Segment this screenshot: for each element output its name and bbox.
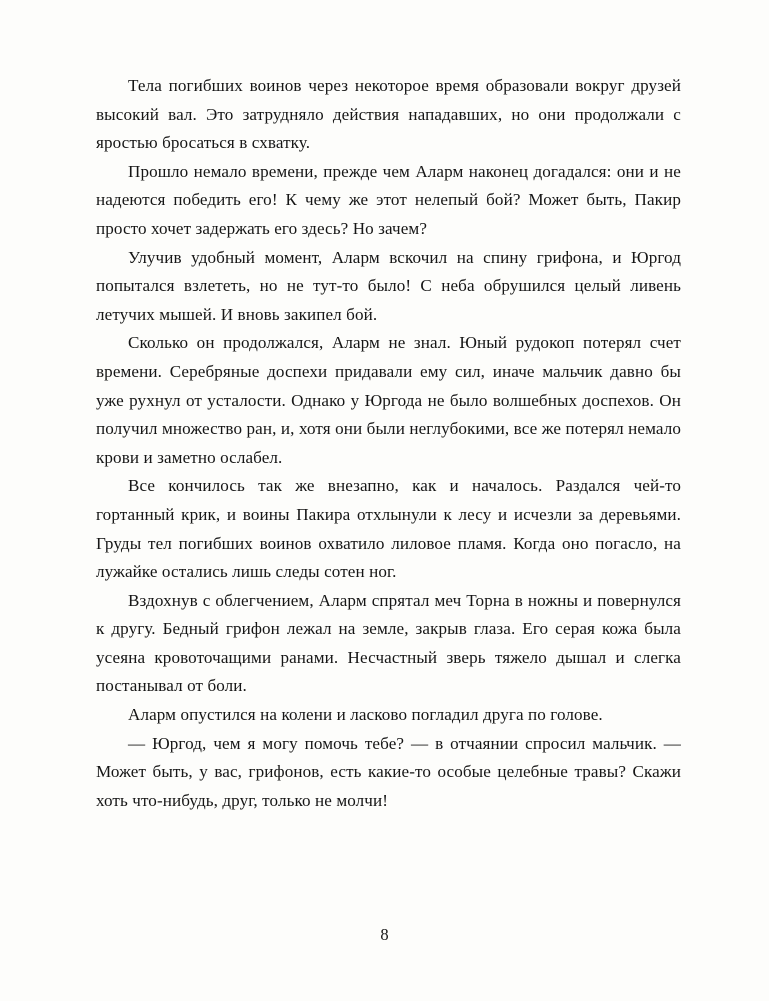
page-number: 8 bbox=[380, 925, 389, 944]
paragraph: Улучив удобный момент, Аларм вскочил на спину грифона, и Юргод попытался взлететь, но не тут-то было! С неба обрушился целый ливень летучих мышей. И вновь закипел бой. bbox=[96, 247, 681, 324]
paragraph: — Юргод, чем я могу помочь тебе? — в отчаянии спросил мальчик. — Может быть, у вас, грифонов, есть какие-то особые целебные травы? Скажи хоть что-нибудь, друг, только не молчи! bbox=[96, 733, 681, 810]
paragraph: Сколько он продолжался, Аларм не знал. Юный рудокоп потерял счет времени. Серебряные доспехи придавали ему сил, иначе мальчик давно бы уже рухнул от усталости. Однако у Юргода не было волшебных доспехов. Он получил множество ран, и, хотя они были неглубокими, все же потерял немало крови и заметно ослабел. bbox=[96, 333, 681, 467]
paragraph: Тела погибших воинов через некоторое время образовали вокруг друзей высокий вал. Это затрудняло действия нападавших, но они продолжали с яростью бросаться в схватку. bbox=[96, 76, 681, 153]
paragraph: Аларм опустился на колени и ласково погладил друга по голове. bbox=[128, 705, 603, 725]
page-text-body bbox=[96, 72, 681, 815]
paragraph: Вздохнув с облегчением, Аларм спрятал меч Торна в ножны и повернулся к другу. Бедный грифон лежал на земле, закрыв глаза. Его серая кожа была усеяна кровоточащими ранами. Несчастный зверь тяжело дышал и слегка постанывал от боли. bbox=[96, 590, 681, 696]
paragraph: Прошло немало времени, прежде чем Аларм наконец догадался: они и не надеются победить его! К чему же этот нелепый бой? Может быть, Пакир просто хочет задержать его здесь? Но зачем? bbox=[96, 161, 681, 238]
paragraph: Все кончилось так же внезапно, как и началось. Раздался чей-то гортанный крик, и воины Пакира отхлынули к лесу и исчезли за деревьями. Груды тел погибших воинов охватило лиловое пламя. Когда оно погасло, на лужайке остались лишь следы сотен ног. bbox=[96, 476, 681, 582]
